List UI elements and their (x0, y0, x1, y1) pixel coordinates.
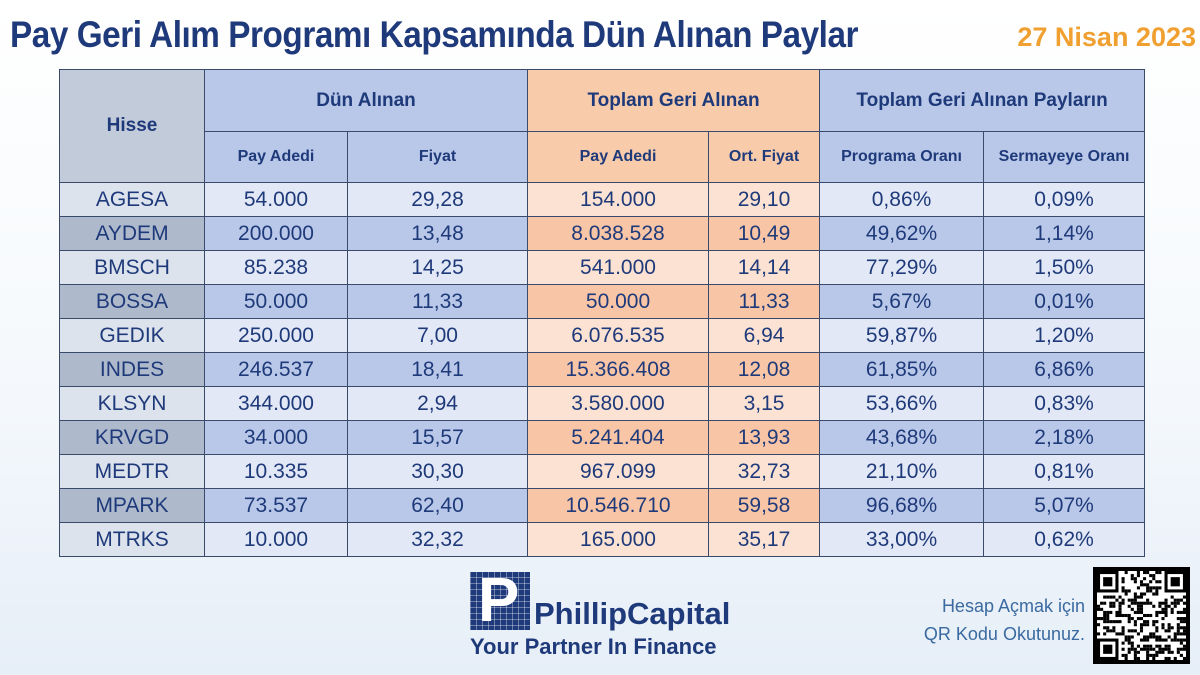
cell-hisse: MEDTR (60, 455, 205, 489)
cell-programa-orani: 21,10% (820, 455, 984, 489)
cell-ort-fiyat: 29,10 (709, 183, 820, 217)
cell-pay-adedi: 10.335 (205, 455, 348, 489)
header-group-dun-alinan: Dün Alınan (205, 70, 528, 132)
table-row (60, 421, 1145, 455)
cell-toplam-pay: 541.000 (528, 251, 709, 285)
table-row (60, 319, 1145, 353)
cell-hisse: AYDEM (60, 217, 205, 251)
cell-ort-fiyat: 59,58 (709, 489, 820, 523)
cell-pay-adedi: 85.238 (205, 251, 348, 285)
header-ort-fiyat: Ort. Fiyat (709, 132, 820, 183)
header-pay-adedi-dun: Pay Adedi (205, 132, 348, 183)
header-pay-adedi-toplam: Pay Adedi (528, 132, 709, 183)
cell-programa-orani: 0,86% (820, 183, 984, 217)
cell-programa-orani: 53,66% (820, 387, 984, 421)
cell-fiyat: 7,00 (348, 319, 528, 353)
cell-programa-orani: 5,67% (820, 285, 984, 319)
cell-toplam-pay: 165.000 (528, 523, 709, 557)
cell-sermayeye-orani: 1,14% (984, 217, 1145, 251)
cell-pay-adedi: 54.000 (205, 183, 348, 217)
cell-ort-fiyat: 10,49 (709, 217, 820, 251)
cell-toplam-pay: 154.000 (528, 183, 709, 217)
cell-hisse: BMSCH (60, 251, 205, 285)
cell-hisse: KRVGD (60, 421, 205, 455)
cell-ort-fiyat: 35,17 (709, 523, 820, 557)
cell-sermayeye-orani: 1,20% (984, 319, 1145, 353)
table-row (60, 285, 1145, 319)
cell-sermayeye-orani: 0,81% (984, 455, 1145, 489)
cell-toplam-pay: 3.580.000 (528, 387, 709, 421)
cell-fiyat: 62,40 (348, 489, 528, 523)
cell-ort-fiyat: 11,33 (709, 285, 820, 319)
cell-sermayeye-orani: 5,07% (984, 489, 1145, 523)
cell-programa-orani: 43,68% (820, 421, 984, 455)
table-row (60, 455, 1145, 489)
header-group-oran: Toplam Geri Alınan Payların (820, 70, 1145, 132)
cell-hisse: INDES (60, 353, 205, 387)
cell-programa-orani: 77,29% (820, 251, 984, 285)
cell-fiyat: 30,30 (348, 455, 528, 489)
table-row (60, 387, 1145, 421)
buyback-table (59, 69, 1145, 557)
cell-sermayeye-orani: 0,83% (984, 387, 1145, 421)
table-row (60, 183, 1145, 217)
cell-fiyat: 15,57 (348, 421, 528, 455)
table-row (60, 217, 1145, 251)
cell-ort-fiyat: 14,14 (709, 251, 820, 285)
cell-pay-adedi: 10.000 (205, 523, 348, 557)
cell-fiyat: 2,94 (348, 387, 528, 421)
cell-ort-fiyat: 12,08 (709, 353, 820, 387)
qr-instruction: Hesap Açmak için QR Kodu Okutunuz. (923, 596, 1085, 644)
cell-hisse: MPARK (60, 489, 205, 523)
cell-pay-adedi: 50.000 (205, 285, 348, 319)
cell-hisse: BOSSA (60, 285, 205, 319)
cell-ort-fiyat: 3,15 (709, 387, 820, 421)
logo-tagline: Your Partner In Finance (470, 634, 717, 659)
cell-toplam-pay: 8.038.528 (528, 217, 709, 251)
table-row (60, 523, 1145, 557)
page-title: Pay Geri Alım Programı Kapsamında Dün Alınan Paylar (10, 14, 859, 55)
phillipcapital-logo (470, 566, 740, 662)
cell-fiyat: 18,41 (348, 353, 528, 387)
cell-ort-fiyat: 32,73 (709, 455, 820, 489)
cell-toplam-pay: 967.099 (528, 455, 709, 489)
cell-toplam-pay: 15.366.408 (528, 353, 709, 387)
cell-sermayeye-orani: 1,50% (984, 251, 1145, 285)
cell-pay-adedi: 250.000 (205, 319, 348, 353)
header-group-toplam-geri-alinan: Toplam Geri Alınan (528, 70, 820, 132)
cell-fiyat: 29,28 (348, 183, 528, 217)
table-row (60, 251, 1145, 285)
cell-ort-fiyat: 13,93 (709, 421, 820, 455)
cell-pay-adedi: 34.000 (205, 421, 348, 455)
logo-mark-icon: P (470, 572, 530, 630)
cell-sermayeye-orani: 2,18% (984, 421, 1145, 455)
cell-sermayeye-orani: 0,01% (984, 285, 1145, 319)
cell-programa-orani: 33,00% (820, 523, 984, 557)
cell-fiyat: 14,25 (348, 251, 528, 285)
cell-sermayeye-orani: 6,86% (984, 353, 1145, 387)
cell-sermayeye-orani: 0,09% (984, 183, 1145, 217)
cell-programa-orani: 59,87% (820, 319, 984, 353)
cell-toplam-pay: 10.546.710 (528, 489, 709, 523)
table-row (60, 489, 1145, 523)
cell-fiyat: 11,33 (348, 285, 528, 319)
cell-toplam-pay: 5.241.404 (528, 421, 709, 455)
cell-sermayeye-orani: 0,62% (984, 523, 1145, 557)
cell-pay-adedi: 200.000 (205, 217, 348, 251)
table-row (60, 353, 1145, 387)
cell-programa-orani: 96,68% (820, 489, 984, 523)
cell-programa-orani: 61,85% (820, 353, 984, 387)
cell-hisse: MTRKS (60, 523, 205, 557)
cell-toplam-pay: 50.000 (528, 285, 709, 319)
cell-programa-orani: 49,62% (820, 217, 984, 251)
cell-fiyat: 13,48 (348, 217, 528, 251)
cell-ort-fiyat: 6,94 (709, 319, 820, 353)
cell-hisse: KLSYN (60, 387, 205, 421)
cell-pay-adedi: 73.537 (205, 489, 348, 523)
cell-hisse: GEDIK (60, 319, 205, 353)
report-date: 27 Nisan 2023 (1017, 22, 1196, 52)
table-body (60, 183, 1145, 557)
header-programa-orani: Programa Oranı (820, 132, 984, 183)
cell-pay-adedi: 344.000 (205, 387, 348, 421)
cell-hisse: AGESA (60, 183, 205, 217)
header-fiyat: Fiyat (348, 132, 528, 183)
cell-fiyat: 32,32 (348, 523, 528, 557)
qr-code-icon[interactable] (1093, 567, 1190, 664)
logo-name: PhillipCapital (534, 596, 731, 631)
header-sermayeye-orani: Sermayeye Oranı (984, 132, 1145, 183)
cell-toplam-pay: 6.076.535 (528, 319, 709, 353)
header-hisse: Hisse (60, 70, 205, 183)
cell-pay-adedi: 246.537 (205, 353, 348, 387)
